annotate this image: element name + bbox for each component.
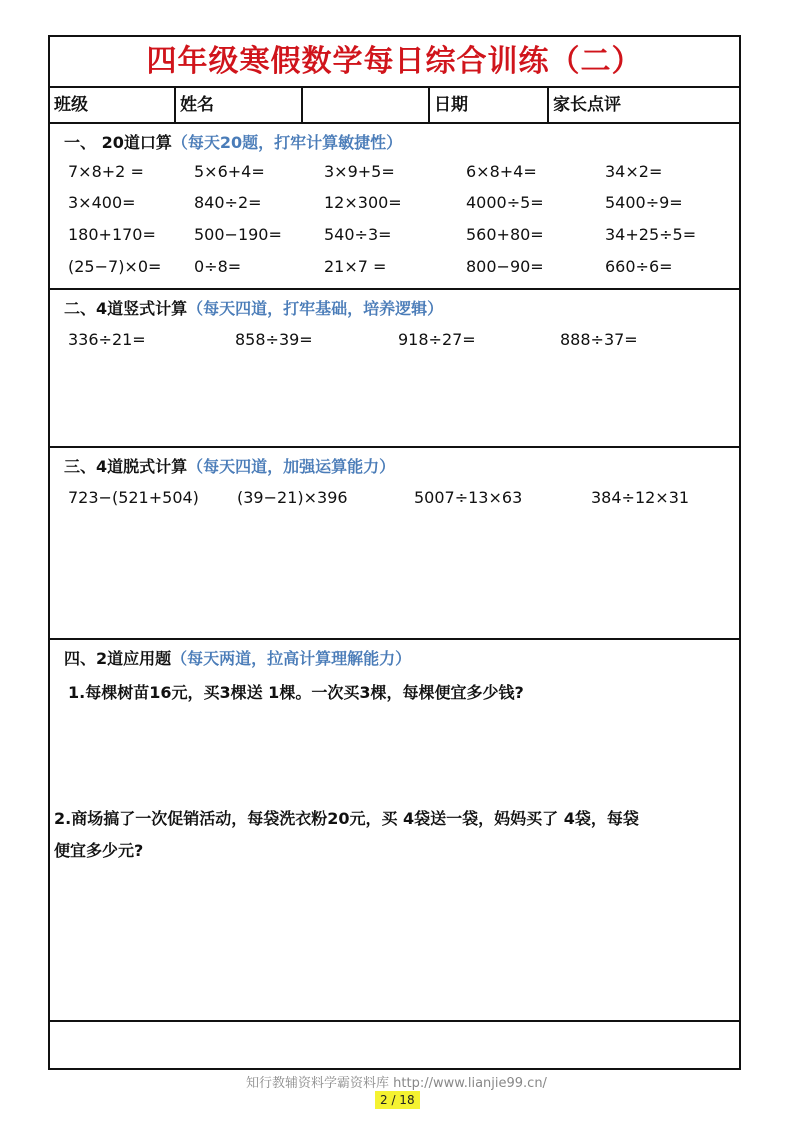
section-vertical-calculation <box>50 290 739 448</box>
section-heading-text: 二、4道竖式计算 <box>64 299 188 318</box>
section-step-calculation <box>50 448 739 640</box>
footer-source: 知行教辅资料学霸资料库 http://www.lianjie99.cn/ <box>246 1076 547 1091</box>
word-problem-2-line-1: 2.商场搞了一次促销活动，每袋洗衣粉20元，买 4袋送一袋，妈妈买了 4袋，每袋 <box>54 809 639 828</box>
mental-arithmetic-problem: (25−7)×0= <box>68 257 162 276</box>
mental-arithmetic-problem: 0÷8= <box>194 257 242 276</box>
mental-arithmetic-problem: 3×400= <box>68 193 136 212</box>
word-problem-1: 1.每棵树苗16元，买3棵送 1棵。一次买3棵，每棵便宜多少钱? <box>68 683 524 702</box>
vertical-problem: 888÷37= <box>560 330 638 349</box>
mental-arithmetic-problem: 840÷2= <box>194 193 262 212</box>
section-mental-arithmetic <box>50 124 739 290</box>
section-heading <box>64 296 443 319</box>
section-heading <box>64 130 402 153</box>
mental-arithmetic-problem: 7×8+2 = <box>68 162 144 181</box>
section-word-problems <box>50 640 739 1022</box>
page-number: 2 / 18 <box>375 1091 420 1109</box>
step-problem: 723−(521+504) <box>68 488 199 507</box>
section-heading-text: 三、4道脱式计算 <box>64 457 188 476</box>
section-heading-text: 四、2道应用题 <box>64 649 172 668</box>
section-heading <box>64 454 395 477</box>
parent-comment-label: 家长点评 <box>553 95 621 115</box>
name-field[interactable] <box>303 88 428 122</box>
section-note: （每天20题，打牢计算敏捷性） <box>171 133 403 152</box>
mental-arithmetic-problem: 500−190= <box>194 225 282 244</box>
mental-arithmetic-problem: 4000÷5= <box>466 193 544 212</box>
mental-arithmetic-problem: 34+25÷5= <box>605 225 697 244</box>
mental-arithmetic-problem: 34×2= <box>605 162 663 181</box>
section-heading-text: 一、 20道口算 <box>64 133 172 152</box>
mental-arithmetic-problem: 3×9+5= <box>324 162 395 181</box>
section-note: （每天两道，拉高计算理解能力） <box>171 649 412 668</box>
worksheet-title: 四年级寒假数学每日综合训练（二） <box>50 37 739 88</box>
mental-arithmetic-problem: 6×8+4= <box>466 162 537 181</box>
mental-arithmetic-problem: 5×6+4= <box>194 162 265 181</box>
mental-arithmetic-problem: 660÷6= <box>605 257 673 276</box>
info-row <box>50 88 739 124</box>
mental-arithmetic-problem: 800−90= <box>466 257 544 276</box>
vertical-problem: 858÷39= <box>235 330 313 349</box>
mental-arithmetic-problem: 12×300= <box>324 193 402 212</box>
section-note: （每天四道，加强运算能力） <box>187 457 396 476</box>
class-label: 班级 <box>54 95 88 115</box>
vertical-problem: 918÷27= <box>398 330 476 349</box>
word-problem-2-line-2: 便宜多少元? <box>54 841 144 860</box>
mental-arithmetic-problem: 560+80= <box>466 225 544 244</box>
step-problem: 384÷12×31 <box>591 488 690 507</box>
worksheet <box>48 35 741 1070</box>
mental-arithmetic-problem: 180+170= <box>68 225 156 244</box>
step-problem: 5007÷13×63 <box>414 488 523 507</box>
mental-arithmetic-problem: 540÷3= <box>324 225 392 244</box>
mental-arithmetic-problem: 21×7 = <box>324 257 387 276</box>
vertical-problem: 336÷21= <box>68 330 146 349</box>
date-label: 日期 <box>434 95 468 115</box>
section-heading <box>64 646 411 669</box>
step-problem: (39−21)×396 <box>237 488 348 507</box>
section-note: （每天四道，打牢基础，培养逻辑） <box>187 299 444 318</box>
mental-arithmetic-problem: 5400÷9= <box>605 193 683 212</box>
name-label: 姓名 <box>180 95 214 115</box>
